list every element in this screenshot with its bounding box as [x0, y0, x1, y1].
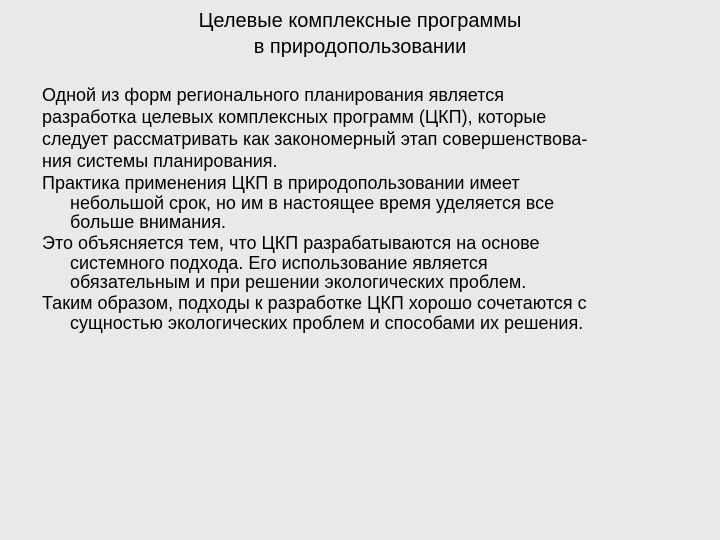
paragraph-2	[42, 172, 682, 232]
paragraph-4-line-1: Таким образом, подходы к разработке ЦКП хорошо сочетаются с	[42, 293, 587, 313]
paragraph-4	[42, 292, 682, 333]
paragraph-2-line-1: Практика применения ЦКП в природопользовании имеет	[42, 173, 520, 193]
paragraph-1	[42, 84, 682, 172]
slide-body	[42, 84, 682, 333]
paragraph-1-line-2: разработка целевых комплексных программ (ЦКП), которые	[42, 107, 547, 127]
paragraph-2-line-2: небольшой срок, но им в настоящее время уделяется все	[70, 193, 555, 213]
paragraph-3	[42, 232, 682, 292]
title-line-2: в природопользовании	[253, 36, 467, 58]
paragraph-4-line-2: сущностью экологических проблем и способами их решения.	[70, 313, 584, 333]
paragraph-3-line-2: системного подхода. Его использование является	[70, 253, 488, 273]
paragraph-1-line-3: следует рассматривать как закономерный этап совершенствова-	[42, 129, 588, 149]
paragraph-1-line-4: ния системы планирования.	[42, 151, 278, 171]
paragraph-1-line-1: Одной из форм регионального планирования является	[42, 85, 504, 105]
paragraph-3-line-3: обязательным и при решении экологических проблем.	[70, 272, 527, 292]
slide-title	[0, 8, 720, 60]
paragraph-3-line-1: Это объясняется тем, что ЦКП разрабатываются на основе	[42, 233, 540, 253]
paragraph-2-line-3: больше внимания.	[70, 212, 226, 232]
title-line-1: Целевые комплексные программы	[198, 10, 522, 32]
